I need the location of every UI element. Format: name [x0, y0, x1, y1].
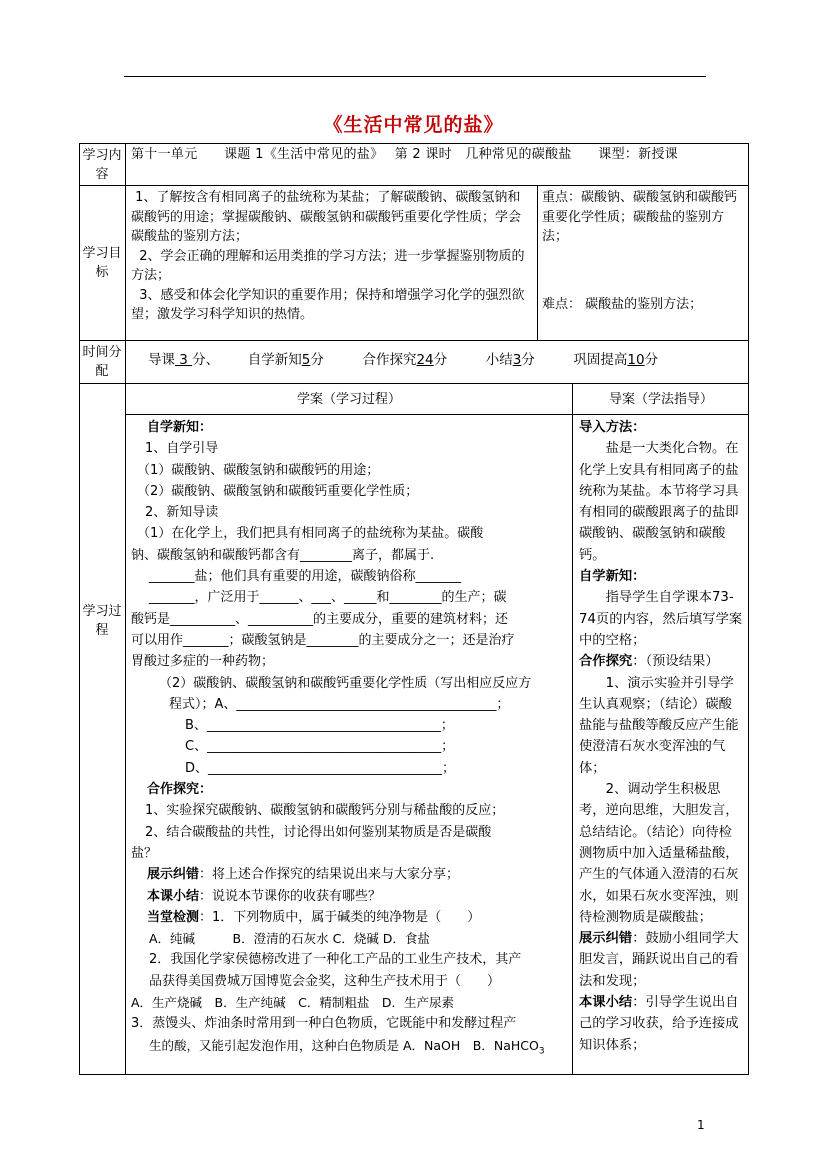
text-line: 1、实验探究碳酸钠、碳酸氢钠和碳酸钙分别与稀盐酸的反应； [145, 803, 505, 819]
text-line: （2）碳酸钠、碳酸氢钠和碳酸钙重要化学性质（写出相应反应方 [159, 675, 532, 691]
text-line: B、____________________________________； [185, 718, 454, 734]
label-study-goals: 学习目标 [82, 246, 122, 280]
key-points: 重点：碳酸钠、碳酸氢钠和碳酸钙重要化学性质；碳酸盐的鉴别方法； [542, 190, 738, 244]
time-item: 小结3分 [485, 352, 535, 368]
text-line: （2）碳酸钠、碳酸氢钠和碳酸钙重要化学性质； [137, 483, 419, 499]
text-line: 本课小结：说说本节课你的收获有哪些？ [147, 888, 382, 904]
text-line: 展示纠错：将上述合作探究的结果说出来与大家分享； [147, 867, 460, 883]
col1-header: 学案（学习过程） [296, 392, 401, 407]
text-line: A．生产烧碱 B．生产纯碱 C．精制粗盐 D．生产尿素 [131, 995, 454, 1011]
text-block: 1、演示实验并引导学生认真观察；（结论）碳酸盐能与盐酸等酸反应产生能使澄清石灰水变浑浊的气体； [579, 675, 739, 776]
text-line: 程式）；A、________________________________________； [169, 696, 510, 712]
heading-cooperative-guide: 合作探究：（预设结果） [579, 654, 719, 670]
col-divider [125, 143, 126, 1075]
text-line: 钠、碳酸氢钠和碳酸钙都含有________离子，都属于. [131, 547, 435, 563]
document-title: 《生活中常见的盐》 [323, 114, 504, 136]
time-item: 导课 3 分、 [148, 352, 220, 368]
text-line: D、____________________________________； [185, 760, 456, 776]
text-line: 2、新知导读 [145, 505, 219, 521]
page-number: 1 [697, 1118, 705, 1132]
text-line: 酸钙是__________、__________的主要成分，重要的建筑材料；还 [131, 611, 509, 627]
header-rule [124, 76, 706, 77]
goal-3: 3、感受和体会化学知识的重要作用；保持和增强学习化学的强烈欲望；激发学习科学知识的热情。 [131, 287, 525, 322]
col-divider [572, 383, 573, 1075]
text-line: _______，广泛用于______、___、_____和________的生产；碳 [149, 590, 507, 606]
text-line: 2．我国化学家侯德榜改进了一种化工产品的工业生产技术，其产 [149, 952, 522, 968]
study-goals [131, 188, 531, 325]
col-divider [537, 185, 538, 340]
heading-cooperative: 合作探究： [147, 782, 213, 798]
time-allocation [148, 351, 738, 371]
label-study-process: 学习过程 [82, 604, 122, 638]
text-line: C、____________________________________； [185, 739, 455, 755]
text-line: 当堂检测：1．下列物质中，属于碱类的纯净物是（ ） [147, 909, 481, 925]
text-line: 胃酸过多症的一种药物； [131, 654, 275, 670]
text-block: 2、调动学生积极思考，逆向思维，大胆发言，总结结论。（结论）向待检测物质中加入适量稀盐酸，产生的气体通入澄清的石灰水，如果石灰水变浑浊，则待检测物质是碳酸盐； [579, 782, 739, 925]
text-line: （1）在化学上，我们把具有相同离子的盐统称为某盐。碳酸 [137, 526, 484, 542]
text-block: 指导学生自学课本73-74页的内容，然后填写学案中的空格； [579, 590, 743, 648]
goal-2: 2、学会正确的理解和运用类推的学习方法；进一步掌握鉴别物质的方法； [131, 248, 525, 283]
text-line: 1、自学引导 [145, 441, 219, 457]
time-item: 合作探究24分 [362, 352, 448, 368]
text-block: 盐是一大类化合物。在化学上安具有相同离子的盐统称为某盐。本节将学习具有相同的碳酸跟离子的盐即碳酸钠、碳酸氢钠和碳酸钙。 [579, 441, 739, 563]
study-content-text: 第十一单元 课题 1《生活中常见的盐》 第 2 课时 几种常见的碳酸盐 课型：新授课 [131, 147, 679, 162]
text-line: A．纯碱 B．澄清的石灰水 C．烧碱 D．食盐 [149, 931, 430, 947]
row-divider [79, 185, 749, 186]
heading-intro-method: 导入方法： [579, 420, 646, 435]
col2-header: 导案（学法指导） [608, 392, 713, 407]
text-block: 展示纠错：鼓励小组同学大胆发言，踊跃说出自己的看法和发现； [579, 931, 739, 989]
time-item: 巩固提高10分 [573, 352, 659, 368]
header-divider [125, 414, 749, 415]
difficult-points: 难点： 碳酸盐的鉴别方法； [542, 297, 703, 312]
text-line: _______盐；他们具有重要的用途，碳酸钠俗称_______ [149, 569, 462, 585]
study-plan-content [131, 417, 571, 1062]
label-study-content: 学习内容 [82, 148, 122, 182]
row-divider [79, 340, 749, 341]
goal-1: 1、了解按含有相同离子的盐统称为某盐；了解碳酸钠、碳酸氢钠和碳酸钙的用途；掌握碳酸钠、碳酸氢钠和碳酸钙重要化学性质；学会碳酸盐的鉴别方法； [131, 190, 522, 244]
text-line: 盐？ [131, 845, 158, 861]
row-divider [79, 383, 749, 384]
heading-self-study-guide: 自学新知： [579, 569, 646, 585]
heading-self-study: 自学新知： [147, 420, 213, 435]
text-line: 品获得美国费城万国博览会金奖，这种生产技术用于（ ） [149, 973, 501, 989]
label-time-allocation: 时间分配 [82, 345, 122, 379]
text-line: 可以用作_______；碳酸氢钠是________的主要成分之一；还是治疗 [131, 632, 515, 648]
guidance-content [579, 417, 745, 1056]
text-line: 生的酸，又能引起发泡作用，这种白色物质是 A．NaOH B．NaHCO$_3$ [149, 1037, 545, 1057]
text-line: （1）碳酸钠、碳酸氢钠和碳酸钙的用途； [137, 462, 380, 478]
time-item: 自学新知5分 [247, 352, 324, 368]
text-block: 本课小结：引导学生说出自己的学习收获，给予连接成知识体系； [579, 995, 739, 1053]
text-line: 2、结合碳酸盐的共性，讨论得出如何鉴别某物质是否是碳酸 [145, 824, 492, 840]
text-line: 3．蒸馒头、炸油条时常用到一种白色物质，它既能中和发酵过程产 [131, 1016, 517, 1032]
